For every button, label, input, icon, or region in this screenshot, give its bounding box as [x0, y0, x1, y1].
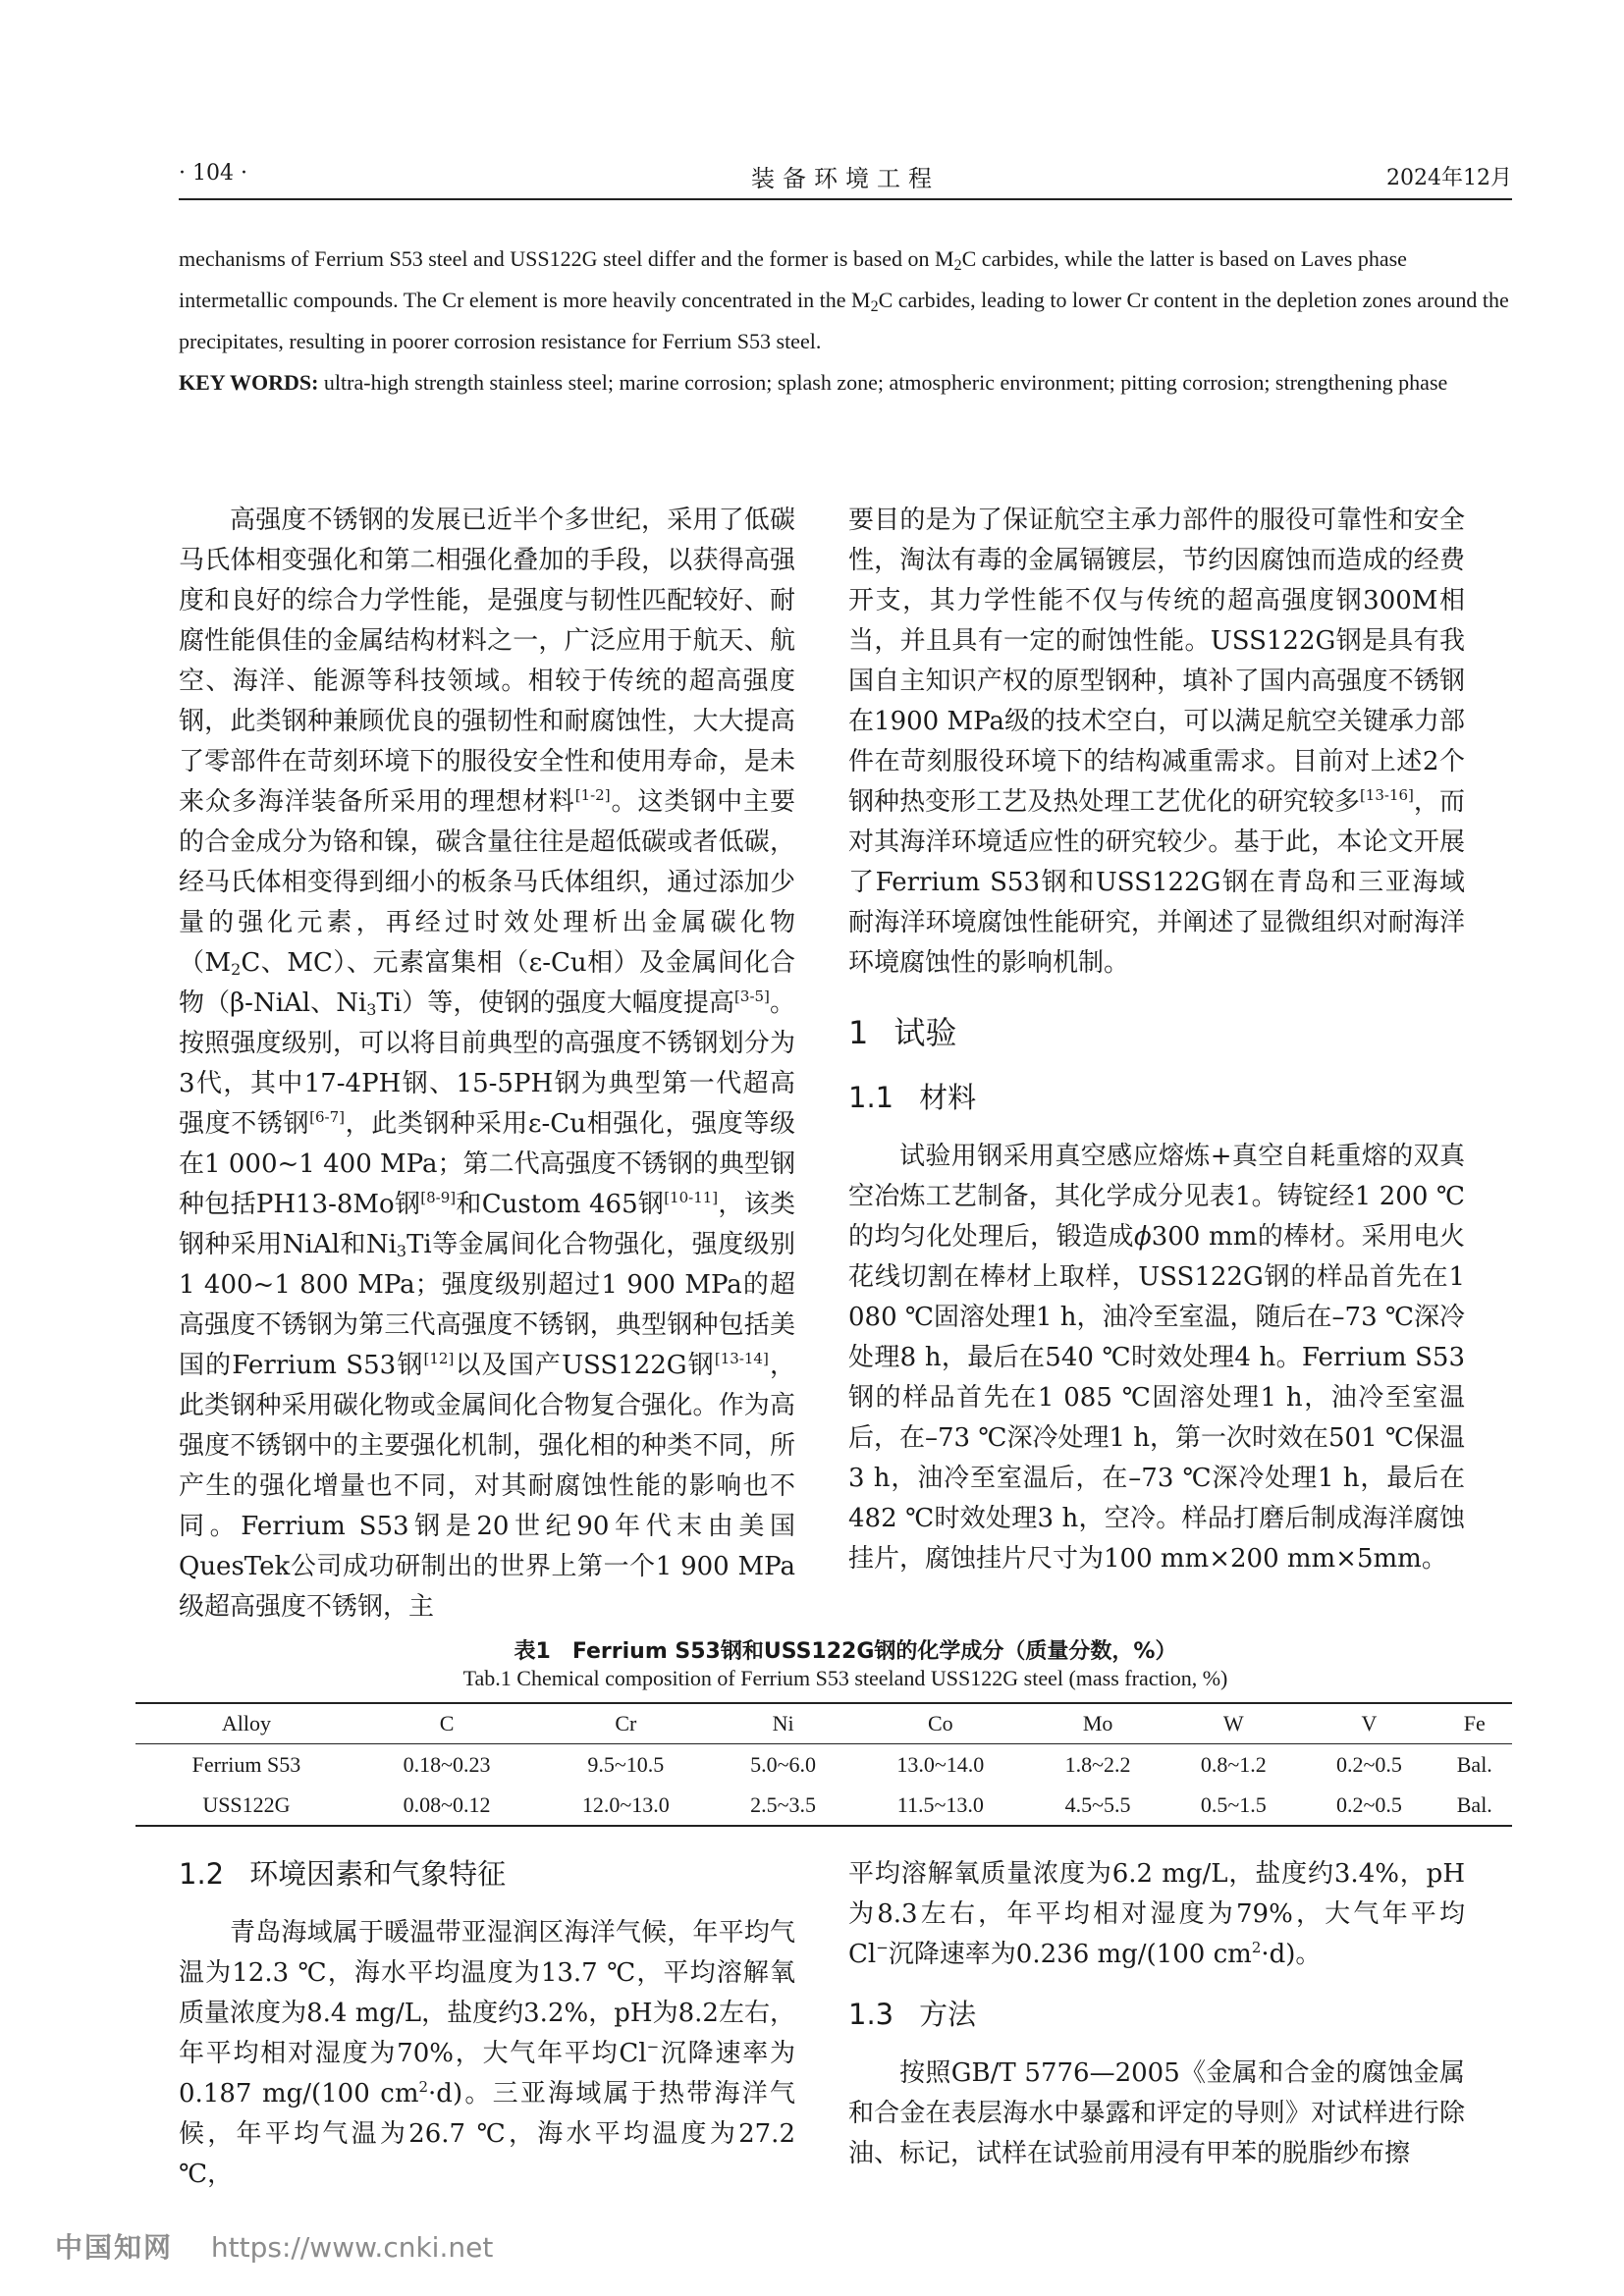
table-header: Ni — [716, 1703, 851, 1744]
table-header: Alloy — [135, 1703, 357, 1744]
table-header: V — [1301, 1703, 1436, 1744]
table-cell: 2.5~3.5 — [716, 1785, 851, 1826]
environment-paragraph-continued: 平均溶解氧质量浓度为6.2 mg/L，盐度约3.4%，pH为8.3左右，年平均相对湿度为79%，大气年平均Cl−沉降速率为0.236 mg/(100 $cm^2\cdot d$)。 — [848, 1859, 1465, 1969]
table-cell: 5.0~6.0 — [750, 1751, 817, 1777]
running-header — [179, 155, 1512, 194]
citation: [6-7] — [309, 1108, 346, 1126]
method-paragraph: 按照GB/T 5776—2005《金属和合金的腐蚀金属和合金在表层海水中暴露和评定的导则》对试样进行除油、标记，试样在试验前用浸有甲苯的脱脂纱布擦 — [848, 2058, 1465, 2168]
left-column-upper — [179, 501, 795, 1628]
table-row — [135, 1744, 1512, 1786]
table-caption-cn: 表1 Ferrium S53钢和USS122G钢的化学成分（质量分数，%） — [514, 1639, 1177, 1664]
composition-table — [135, 1702, 1512, 1827]
keywords: KEY WORDS: ultra-high strength stainless steel; marine corrosion; splash zone; atmospheric environment; pitting corrosion; strengthening phase — [179, 370, 1448, 395]
table-header: Fe — [1437, 1703, 1512, 1744]
table-header: Mo — [1030, 1703, 1165, 1744]
materials-paragraph: 试验用钢采用真空感应熔炼+真空自耗重熔的双真空冶炼工艺制备，其化学成分见表1。铸锭经1 200 ℃的均匀化处理后，锻造成ϕ300 mm的棒材。采用电火花线切割在棒材上取样，USS122G钢的样品首先在1 080 ℃固溶处理1 h，油冷至室温，随后在–73 ℃深冷处理8 h，最后在540 ℃时效处理4 h。Ferrium S53钢的样品首先在1 085 ℃固溶处理1 h，油冷至室温后，在–73 ℃深冷处理1 h，第一次时效在501 ℃保温3 h，油冷至室温后，在–73 ℃深冷处理1 h，最后在482 ℃时效处理3 h，空冷。样品打磨后制成海洋腐蚀挂片，腐蚀挂片尺寸为100 mm×200 mm×5mm。 — [848, 1142, 1465, 1574]
table-cell: Bal. — [1437, 1785, 1512, 1826]
table-cell: 11.5~13.0 — [851, 1785, 1030, 1826]
table-cell: Ferrium S53 — [191, 1751, 301, 1777]
citation: [13-14] — [714, 1350, 769, 1367]
table-header: W — [1165, 1703, 1301, 1744]
table-cell: 0.5~1.5 — [1165, 1785, 1301, 1826]
table-cell: 0.18~0.23 — [403, 1751, 491, 1777]
intro-paragraph: 高强度不锈钢的发展已近半个多世纪，采用了低碳马氏体相变强化和第二相强化叠加的手段，以获得高强度和良好的综合力学性能，是强度与韧性匹配较好、耐腐性能俱佳的金属结构材料之一，广泛应用于航天、航空、海洋、能源等科技领域。相较于传统的超高强度钢，此类钢种兼顾优良的强韧性和耐腐蚀性，大大提高了零部件在苛刻环境下的服役安全性和使用寿命，是未来众多海洋装备所采用的理想材料[1-2]。这类钢中主要的合金成分为铬和镍，碳含量往往是超低碳或者低碳，经马氏体相变得到细小的板条马氏体组织，通过添加少量的强化元素，再经过时效处理析出金属碳化物（$M_2C$、MC）、元素富集相（ε-Cu相）及金属间化合物（β-NiAl、$Ni_3Ti$）等，使钢的强度大幅度提高[3-5]。按照强度级别，可以将目前典型的高强度不锈钢划分为3代，其中17-4PH钢、15-5PH钢为典型第一代超高强度不锈钢[6-7]，此类钢种采用ε-Cu相强化，强度等级在1 000~1 400 MPa；第二代高强度不锈钢的典型钢种包括PH13-8Mo钢[8-9]和Custom 465钢[10-11]，该类钢种采用NiAl和$Ni_3Ti$等金属间化合物强化，强度级别1 400~1 800 MPa；强度级别超过1 900 MPa的超高强度不锈钢为第三代高强度不锈钢，典型钢种包括美国的Ferrium S53钢[12]以及国产USS122G钢[13-14]，此类钢种采用碳化物或金属间化合物复合强化。作为高强度不锈钢中的主要强化机制，强化相的种类不同，所产生的强化增量也不同，对其耐腐蚀性能的影响也不同。Ferrium S53钢是20世纪90年代末由美国QuesTek公司成功研制出的世界上第一个1 900 MPa级超高强度不锈钢，主 — [179, 506, 795, 1622]
cnki-watermark — [55, 2226, 493, 2266]
table-cell: 9.5~10.5 — [587, 1751, 665, 1777]
table-header-row — [135, 1703, 1512, 1744]
citation: [12] — [423, 1350, 455, 1367]
table-cell: 0.08~0.12 — [357, 1785, 536, 1826]
cnki-logo: 中国知网 — [55, 2231, 174, 2264]
intro-paragraph-continued: 要目的是为了保证航空主承力部件的服役可靠性和安全性，淘汰有毒的金属镉镀层，节约因腐蚀而造成的经费开支，其力学性能不仅与传统的超高强度钢300M相当，并且具有一定的耐蚀性能。USS122G钢是具有我国自主知识产权的原型钢种，填补了国内高强度不锈钢在1900 MPa级的技术空白，可以满足航空关键承力部件在苛刻服役环境下的结构减重需求。目前对上述2个钢种热变形工艺及热处理工艺优化的研究较多[13-16]，而对其海洋环境适应性的研究较少。基于此，本论文开展了Ferrium S53钢和USS122G钢在青岛和三亚海域耐海洋环境腐蚀性能研究，并阐述了显微组织对耐海洋环境腐蚀性的影响机制。 — [848, 506, 1465, 978]
section-heading-experiment: 1 试验 — [848, 1014, 957, 1051]
section-heading-materials: 1.1 材料 — [848, 1081, 977, 1114]
table-cell: USS122G — [135, 1785, 357, 1826]
table-header: C — [357, 1703, 536, 1744]
citation: [8-9] — [420, 1189, 457, 1206]
table-cell: 0.2~0.5 — [1336, 1751, 1402, 1777]
table-cell: 4.5~5.5 — [1030, 1785, 1165, 1826]
right-column-upper — [848, 501, 1465, 1579]
table-header: Co — [851, 1703, 1030, 1744]
citation: [1-2] — [574, 786, 611, 804]
table-cell: Bal. — [1456, 1751, 1492, 1777]
keywords-label: KEY WORDS: — [179, 370, 319, 395]
journal-title: 装备环境工程 — [751, 165, 940, 192]
page-number: · 104 · — [179, 161, 247, 186]
left-column-lower — [179, 1854, 795, 2195]
abstract-text: mechanisms of Ferrium S53 steel and USS122G steel differ and the former is based on $M_2C$ carbides, while the latter is based on Laves phase intermetallic compounds. The Cr element is more heavily concentrated in the $M_2C$ carbides, leading to lower Cr content in the depletion zones around the precipitates, resulting in poorer corrosion resistance for Ferrium S53 steel. — [179, 246, 1509, 353]
environment-paragraph: 青岛海域属于暖温带亚湿润区海洋气候，年平均气温为12.3 ℃，海水平均温度为13.7 ℃，平均溶解氧质量浓度为8.4 mg/L，盐度约3.2%，pH为8.2左右，年平均相对湿度为70%，大气年平均Cl−沉降速率为0.187 mg/(100 $cm^2\cdot d$)。三亚海域属于热带海洋气候，年平均气温为26.7 ℃，海水平均温度为27.2 ℃， — [179, 1918, 795, 2189]
table-caption-en: Tab.1 Chemical composition of Ferrium S53 steeland USS122G steel (mass fraction, %) — [462, 1666, 1228, 1690]
table-header: Cr — [536, 1703, 715, 1744]
table-cell: 1.8~2.2 — [1064, 1751, 1131, 1777]
english-abstract — [179, 239, 1512, 403]
header-rule — [179, 198, 1512, 200]
table-row — [135, 1785, 1512, 1826]
table-cell: 13.0~14.0 — [896, 1751, 985, 1777]
cnki-url: https://www.cnki.net — [210, 2231, 494, 2264]
citation: [13-16] — [1359, 786, 1414, 804]
issue-date: 2024年12月 — [1386, 166, 1512, 190]
table-cell: 12.0~13.0 — [536, 1785, 715, 1826]
table-cell: 0.8~1.2 — [1200, 1751, 1267, 1777]
right-column-lower — [848, 1854, 1465, 2174]
section-heading-environment: 1.2 环境因素和气象特征 — [179, 1857, 507, 1891]
citation: [3-5] — [734, 988, 770, 1005]
citation: [10-11] — [664, 1189, 719, 1206]
section-heading-method: 1.3 方法 — [848, 1998, 977, 2031]
table-cell: 0.2~0.5 — [1301, 1785, 1436, 1826]
